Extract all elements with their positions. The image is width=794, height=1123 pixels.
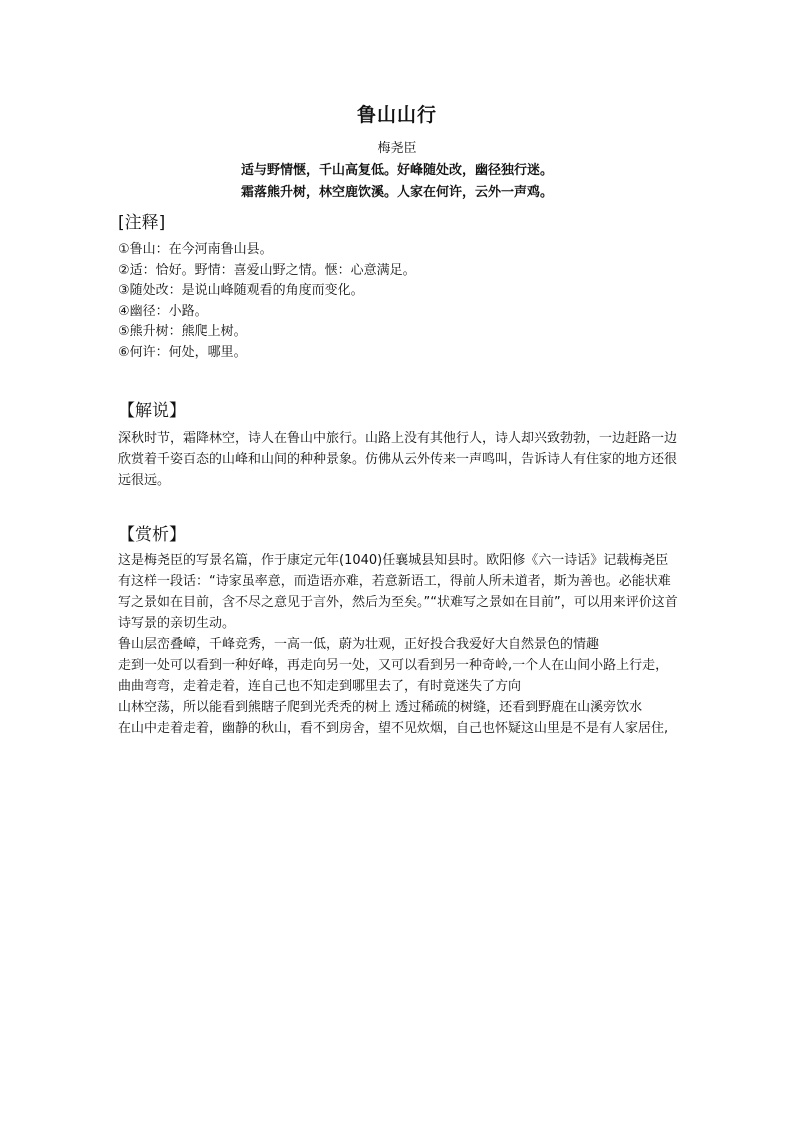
appreciate-body bbox=[118, 550, 680, 739]
note-item: ②适：恰好。野情：喜爱山野之情。惬：心意满足。 bbox=[118, 262, 416, 278]
appreciate-heading: 【赏析】 bbox=[118, 525, 186, 545]
note-item: ③随处改：是说山峰随观看的角度而变化。 bbox=[118, 283, 364, 298]
note-item: ①鲁山：在今河南鲁山县。 bbox=[118, 242, 273, 257]
explain-paragraph: 深秋时节，霜降林空，诗人在鲁山中旅行。山路上没有其他行人，诗人却兴致勃勃，一边赶路一边欣赏着千姿百态的山峰和山间的种种景象。仿佛从云外传来一声鸣叫，告诉诗人有住家的地方还很远很远。 bbox=[118, 431, 678, 488]
appreciate-paragraph: 走到一处可以看到一种好峰，再走向另一处，又可以看到另一种奇岭,一个人在山间小路上行走，曲曲弯弯，走着走着，连自己也不知走到哪里去了，有时竟迷失了方向 bbox=[118, 658, 669, 694]
poem-line-1: 适与野情惬，千山高复低。好峰随处改，幽径独行迷。 bbox=[240, 163, 553, 178]
poem-title: 鲁山山行 bbox=[356, 104, 437, 126]
note-item: ⑥何许：何处，哪里。 bbox=[118, 344, 247, 360]
poem-author: 梅尧臣 bbox=[377, 141, 417, 156]
notes-list bbox=[118, 240, 678, 363]
poem-line-2: 霜落熊升树，林空鹿饮溪。人家在何许，云外一声鸡。 bbox=[240, 185, 553, 200]
explain-heading: 【解说】 bbox=[118, 401, 186, 421]
appreciate-paragraph: 山林空荡，所以能看到熊瞎子爬到光秃秃的树上 透过稀疏的树缝，还看到野鹿在山溪旁饮水 bbox=[118, 700, 643, 715]
appreciate-paragraph: 在山中走着走着，幽静的秋山，看不到房舍，望不见炊烟，自己也怀疑这山里是不是有人家居住, bbox=[118, 721, 669, 736]
notes-heading: [注释] bbox=[118, 213, 166, 233]
note-item: ④幽径：小路。 bbox=[118, 303, 208, 319]
note-item: ⑤熊升树：熊爬上树。 bbox=[118, 324, 247, 339]
appreciate-paragraph: 这是梅尧臣的写景名篇，作于康定元年(1040)任襄城县知县时。欧阳修《六一诗话》记载梅尧臣有这样一段话：“诗家虽率意，而造语亦难，若意新语工，得前人所未道者，斯为善也。必能状难写之景如在目前，含不尽之意见于言外，然后为至矣。”“状难写之景如在目前”，可以用来评价这首诗写景的亲切生动。 bbox=[118, 553, 678, 631]
appreciate-paragraph: 鲁山层峦叠嶂，千峰竞秀，一高一低，蔚为壮观，正好投合我爱好大自然景色的情趣 bbox=[118, 637, 600, 652]
